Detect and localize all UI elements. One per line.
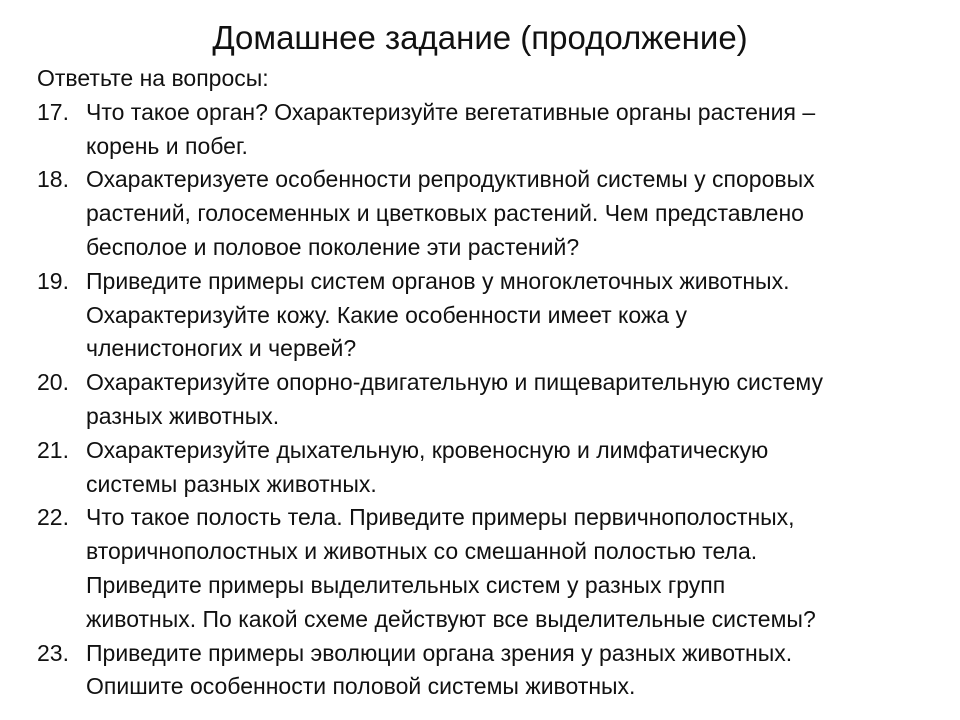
question-text-line: членистоногих и червей? xyxy=(86,335,357,362)
question-text-line: Приведите примеры выделительных систем у разных групп xyxy=(86,571,726,598)
question-text-line: Опишите особенности половой системы животных. xyxy=(86,673,636,700)
question-text-line: Охарактеризуйте опорно-двигательную и пищеварительную систему xyxy=(86,369,823,396)
question-text-line: животных. По какой схеме действуют все выделительные системы? xyxy=(86,605,816,632)
question-text-line: вторичнополостных и животных со смешанной полостью тела. xyxy=(86,538,758,565)
question-text-line: растений, голосеменных и цветковых растений. Чем представлено xyxy=(86,200,804,227)
question-text-line: Что такое орган? Охарактеризуйте вегетативные органы растения – xyxy=(86,98,816,125)
question-number: 23. xyxy=(37,639,69,666)
intro-text: Ответьте на вопросы: xyxy=(37,65,269,91)
question-item xyxy=(37,637,952,705)
question-number: 18. xyxy=(37,166,69,193)
question-number: 19. xyxy=(37,267,69,294)
question-text-line: Приведите примеры эволюции органа зрения у разных животных. xyxy=(86,639,793,666)
question-text-line: Охарактеризуйте дыхательную, кровеносную и лимфатическую xyxy=(86,436,769,463)
question-item xyxy=(37,265,952,366)
question-number: 20. xyxy=(37,369,69,396)
question-text-line: Приведите примеры систем органов у многоклеточных животных. xyxy=(86,267,790,294)
question-text-line: Охарактеризуйте кожу. Какие особенности имеет кожа у xyxy=(86,301,687,328)
question-list xyxy=(37,96,952,704)
question-item xyxy=(37,163,952,264)
question-item xyxy=(37,366,952,434)
question-item xyxy=(37,501,952,636)
question-text-line: бесполое и половое поколение эти растений? xyxy=(86,233,580,260)
question-text-line: разных животных. xyxy=(86,402,280,429)
question-number: 17. xyxy=(37,98,69,125)
question-item xyxy=(37,96,952,164)
question-text-line: Охарактеризуете особенности репродуктивной системы у споровых xyxy=(86,166,815,193)
question-number: 21. xyxy=(37,436,69,463)
question-number: 22. xyxy=(37,504,69,531)
question-text-line: системы разных животных. xyxy=(86,470,377,497)
slide-content xyxy=(37,62,952,704)
question-text-line: корень и побег. xyxy=(86,132,248,159)
question-text-line: Что такое полость тела. Приведите примеры первичнополостных, xyxy=(86,504,795,531)
slide-title: Домашнее задание (продолжение) xyxy=(212,19,748,56)
question-item xyxy=(37,434,952,502)
